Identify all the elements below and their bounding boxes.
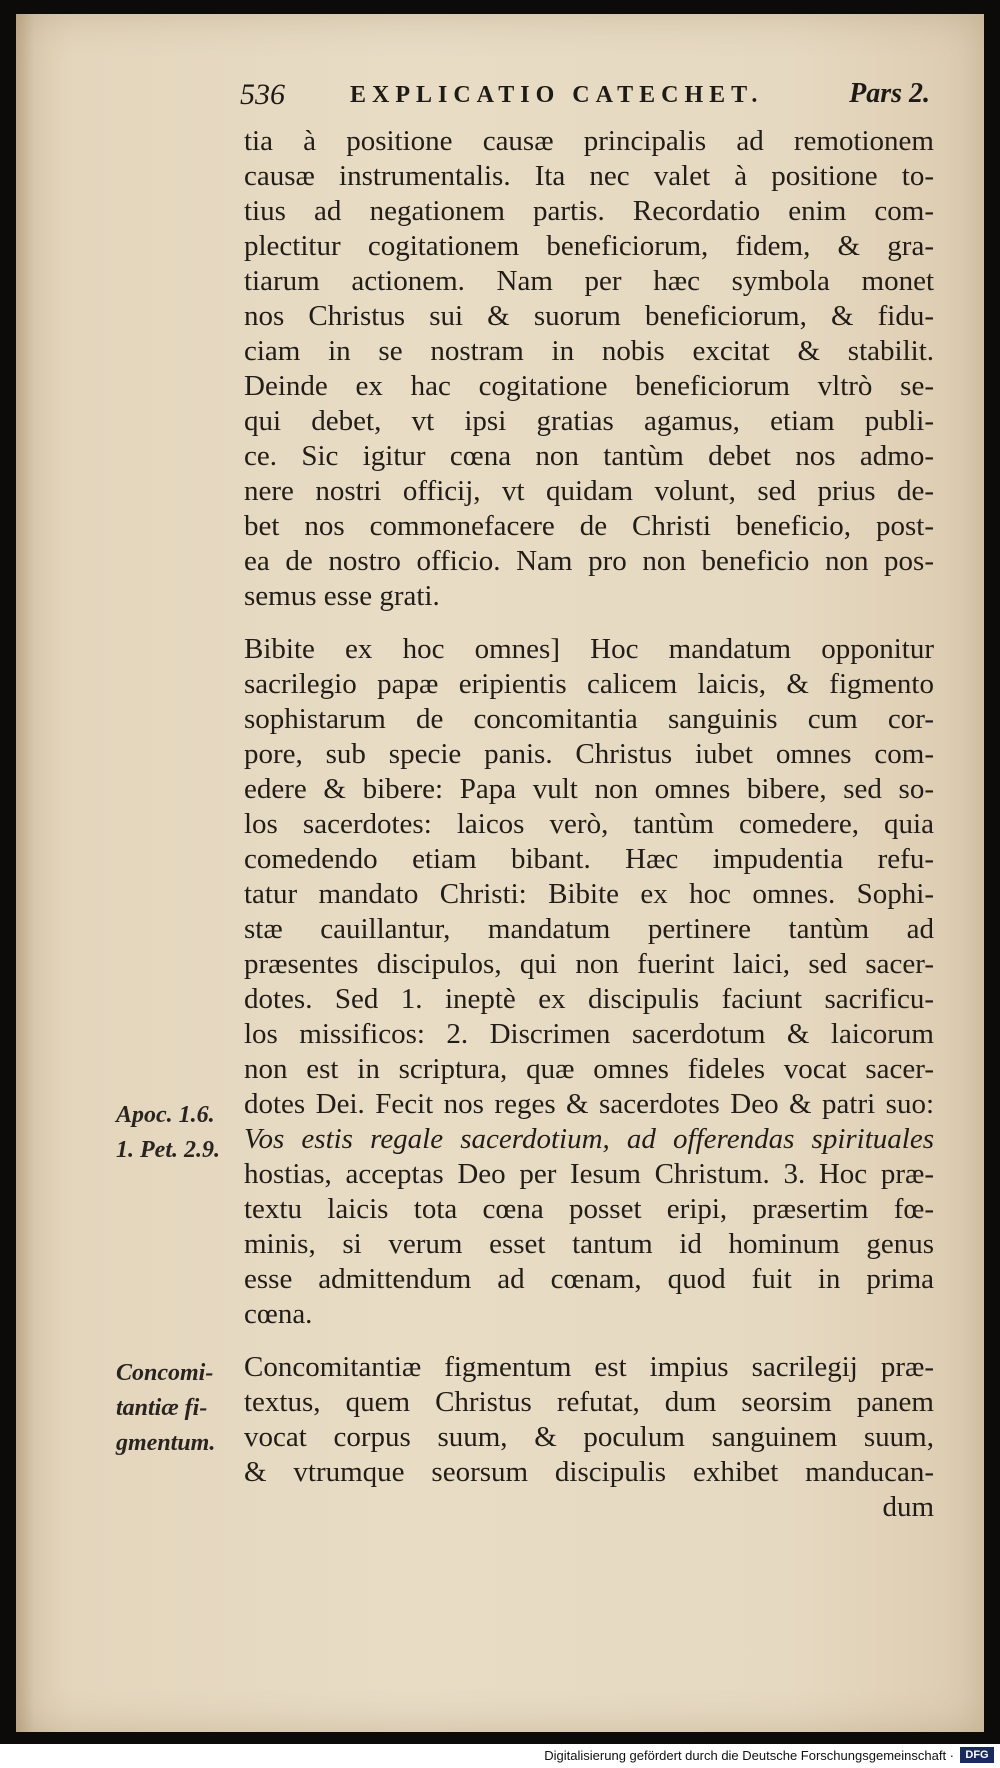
text-line: Concomitantiæ figmentum est impius sacrilegij præ-	[244, 1351, 934, 1383]
text-line: textus, quem Christus refutat, dum seorsim panem	[244, 1386, 934, 1418]
text-line: Bibite ex hoc omnes] Hoc mandatum opponitur	[244, 633, 934, 665]
text-line: cœna.	[244, 1298, 313, 1330]
text-line: pore, sub specie panis. Christus iubet omnes com-	[244, 738, 934, 770]
text-line: sophistarum de concomitantia sanguinis cum cor-	[244, 703, 934, 735]
text-line: tia à positione causæ principalis ad remotionem	[244, 125, 934, 157]
margin-note-concomitantia-2: tantiæ fi-	[116, 1395, 208, 1421]
dfg-logo: DFG	[960, 1747, 994, 1763]
text-line: vocat corpus suum, & poculum sanguinem suum,	[244, 1421, 934, 1453]
text-line: ce. Sic igitur cœna non tantùm debet nos admo-	[244, 440, 934, 472]
text-line: tius ad negationem partis. Recordatio enim com-	[244, 195, 934, 227]
margin-note-concomitantia-3: gmentum.	[116, 1430, 216, 1456]
text-line: sacrilegio papæ eripientis calicem laicis, & figmento	[244, 668, 934, 700]
text-line: non est in scriptura, quæ omnes fideles vocat sacer-	[244, 1053, 934, 1085]
text-line: semus esse grati.	[244, 580, 440, 612]
footer-bar	[0, 1744, 1000, 1768]
text-line: & vtrumque seorsum discipulis exhibet manducan-	[244, 1456, 934, 1488]
text-line: dotes Dei. Fecit nos reges & sacerdotes Deo & patri suo:	[244, 1088, 934, 1120]
part-label: Pars 2.	[849, 78, 930, 109]
text-line: ea de nostro officio. Nam pro non beneficio non pos-	[244, 545, 934, 577]
text-line: Vos estis regale sacerdotium, ad offerendas spirituales	[244, 1123, 934, 1155]
text-line: textu laicis tota cœna posset eripi, præsertim fœ-	[244, 1193, 934, 1225]
text-line: Deinde ex hac cogitatione beneficiorum vltrò se-	[244, 370, 934, 402]
text-line: nos Christus sui & suorum beneficiorum, & fidu-	[244, 300, 934, 332]
text-line: ciam in se nostram in nobis excitat & stabilit.	[244, 335, 934, 367]
footer-credit: Digitalisierung gefördert durch die Deutsche Forschungsgemeinschaft ·	[544, 1748, 954, 1763]
text-line: hostias, acceptas Deo per Iesum Christum. 3. Hoc præ-	[244, 1158, 934, 1190]
page-number: 536	[240, 78, 285, 111]
text-line: dum	[882, 1491, 934, 1523]
text-line: los sacerdotes: laicos verò, tantùm comedere, quia	[244, 808, 934, 840]
margin-note-pet: 1. Pet. 2.9.	[116, 1137, 220, 1163]
text-line: tatur mandato Christi: Bibite ex hoc omnes. Sophi-	[244, 878, 934, 910]
text-line: bet nos commonefacere de Christi beneficio, post-	[244, 510, 934, 542]
text-line: plectitur cogitationem beneficiorum, fidem, & gra-	[244, 230, 934, 262]
running-title: EXPLICATIO CATECHET.	[350, 82, 764, 108]
text-line: comedendo etiam bibant. Hæc impudentia refu-	[244, 843, 934, 875]
margin-note-apoc: Apoc. 1.6.	[116, 1102, 215, 1128]
text-line: esse admittendum ad cœnam, quod fuit in prima	[244, 1263, 934, 1295]
text-line: minis, si verum esset tantum id hominum genus	[244, 1228, 934, 1260]
main-text	[244, 124, 934, 1525]
page-gutter-shadow	[16, 14, 34, 1732]
running-header	[240, 78, 930, 118]
margin-note-concomitantia-1: Concomi-	[116, 1360, 214, 1386]
text-line: qui debet, vt ipsi gratias agamus, etiam publi-	[244, 405, 934, 437]
text-line: tiarum actionem. Nam per hæc symbola monet	[244, 265, 934, 297]
text-line: edere & bibere: Papa vult non omnes bibere, sed so-	[244, 773, 934, 805]
text-line: præsentes discipulos, qui non fuerint laici, sed sacer-	[244, 948, 934, 980]
text-line: causæ instrumentalis. Ita nec valet à positione to-	[244, 160, 934, 192]
text-line: los missificos: 2. Discrimen sacerdotum & laicorum	[244, 1018, 934, 1050]
text-line: dotes. Sed 1. ineptè ex discipulis faciunt sacrificu-	[244, 983, 934, 1015]
text-line: nere nostri officij, vt quidam volunt, sed prius de-	[244, 475, 934, 507]
text-line: stæ cauillantur, mandatum pertinere tantùm ad	[244, 913, 934, 945]
